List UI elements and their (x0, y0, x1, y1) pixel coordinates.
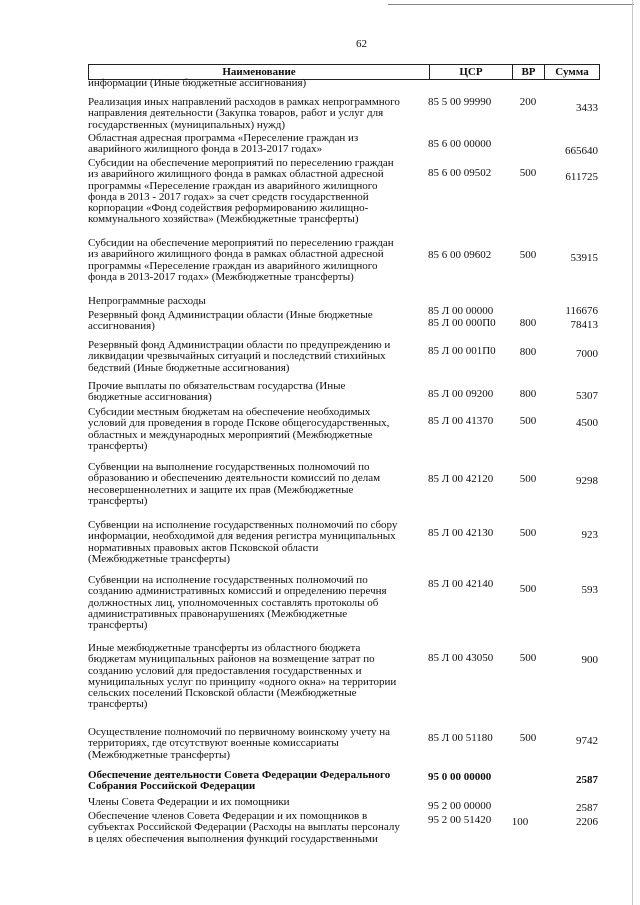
row-name: Субвенции на исполнение государственных полномочий по созданию административных комиссий и определению перечня должностных лиц, уполномоченных составлять протоколы об административных правонарушениях (Межбюджетные трансферты) (88, 574, 387, 632)
row-sum: 116676 (565, 305, 598, 317)
row-name: Областная адресная программа «Переселение граждан из аварийного жилищного фонда в 2013-2017 годах» (88, 132, 359, 156)
row-name: информации (Иные бюджетные ассигнования) (88, 77, 307, 89)
page-number: 62 (356, 38, 367, 50)
row-vr: 800 (519, 388, 537, 400)
row-csr: 95 2 00 51420 (428, 814, 492, 826)
row-csr: 85 Л 00 42140 (428, 578, 494, 590)
row-csr: 85 Л 00 42130 (428, 527, 494, 539)
row-sum: 5307 (576, 390, 598, 402)
row-name: Осуществление полномочий по первичному воинскому учету на территориях, где отсутствуют военные комиссариаты (Межбюджетные трансферты) (88, 726, 391, 761)
row-name: Прочие выплаты по обязательствам государства (Иные бюджетные ассигнования) (88, 380, 346, 404)
row-vr: 500 (519, 652, 537, 664)
row-sum: 665640 (565, 145, 598, 157)
row-vr: 500 (519, 415, 537, 427)
row-vr: 800 (519, 317, 537, 329)
row-name: Непрограммные расходы (88, 295, 206, 307)
row-sum: 611725 (565, 171, 598, 183)
row-vr: 100 (511, 816, 529, 828)
row-sum: 9298 (576, 475, 598, 487)
header-sum: Сумма (544, 64, 600, 80)
row-sum: 53915 (570, 252, 598, 264)
row-csr: 85 Л 00 001П0 (428, 345, 496, 357)
top-edge-line (388, 4, 634, 5)
row-name: Члены Совета Федерации и их помощники (88, 796, 290, 808)
row-vr: 500 (519, 473, 537, 485)
header-name: Наименование (88, 64, 430, 80)
row-csr: 95 0 00 00000 (428, 771, 492, 783)
row-csr: 85 Л 00 43050 (428, 652, 494, 664)
row-csr: 95 2 00 00000 (428, 800, 492, 812)
row-csr: 85 6 00 09502 (428, 167, 492, 179)
row-csr: 85 Л 00 000П0 (428, 317, 496, 329)
row-sum: 78413 (570, 319, 598, 331)
row-sum: 2587 (576, 802, 598, 814)
row-name: Субсидии местным бюджетам на обеспечение необходимых условий для проведения в городе Пскове общегосударственных, областных и международных мероприятий (Межбюджетные трансферты) (88, 406, 390, 452)
row-name: Реализация иных направлений расходов в рамках непрограммного направления деятельности (Закупка товаров, работ и услуг для государственных (муниципальных) нужд) (88, 96, 400, 131)
row-sum: 900 (581, 654, 598, 666)
row-csr: 85 6 00 00000 (428, 138, 492, 150)
row-csr: 85 Л 00 42120 (428, 473, 494, 485)
row-vr: 800 (519, 346, 537, 358)
row-sum: 2587 (576, 774, 598, 786)
row-name: Резервный фонд Администрации области (Иные бюджетные ассигнования) (88, 309, 373, 333)
row-sum: 4500 (576, 417, 598, 429)
row-name: Субвенции на исполнение государственных полномочий по сбору информации, необходимой для ведения регистра муниципальных нормативных правовых актов Псковской области (Межбюджетные трансферты) (88, 519, 398, 565)
row-sum: 3433 (576, 102, 598, 114)
row-vr: 200 (519, 96, 537, 108)
row-vr: 500 (519, 583, 537, 595)
row-csr: 85 Л 00 00000 (428, 305, 494, 317)
row-vr: 500 (519, 732, 537, 744)
row-vr: 500 (519, 527, 537, 539)
row-name: Резервный фонд Администрации области по предупреждению и ликвидации чрезвычайных ситуаций и последствий стихийных бедствий (Иные бюджетные ассигнования) (88, 339, 391, 374)
row-vr: 500 (519, 167, 537, 179)
header-vr: ВР (512, 64, 545, 80)
row-csr: 85 5 00 99990 (428, 96, 492, 108)
header-csr: ЦСР (429, 64, 513, 80)
row-sum: 9742 (576, 735, 598, 747)
row-csr: 85 Л 00 51180 (428, 732, 493, 744)
row-csr: 85 Л 00 41370 (428, 415, 494, 427)
row-name: Обеспечение членов Совета Федерации и их помощников в субъектах Российской Федерации (Расходы на выплаты персоналу в целях обеспечения выполнения функций государственными (88, 810, 400, 845)
row-csr: 85 6 00 09602 (428, 249, 492, 261)
row-name: Субвенции на выполнение государственных полномочий по образованию и обеспечению деятельности комиссий по делам несовершеннолетних и защите их прав (Межбюджетные трансферты) (88, 461, 381, 507)
row-name: Субсидии на обеспечение мероприятий по переселению граждан из аварийного жилищного фонда в рамках областной адресной программы «Переселение граждан из аварийного жилищного фонда в 2013-2017 годах» (Межбюджетные трансферты) (88, 237, 394, 283)
right-edge-line (632, 0, 633, 905)
row-sum: 2206 (576, 816, 598, 828)
row-name: Субсидии на обеспечение мероприятий по переселению граждан из аварийного жилищного фонда в рамках областной адресной программы «Переселение граждан из аварийного жилищного фонда в 2013 - 2017 годах» за счет средств государственной корпорации «Фонд содействия реформированию жилищно- коммунального хозяйства» (Межбюджетные трансферты) (88, 157, 394, 226)
row-sum: 7000 (576, 348, 598, 360)
row-sum: 593 (581, 584, 598, 596)
row-vr: 500 (519, 249, 537, 261)
row-sum: 923 (581, 529, 598, 541)
row-name: Иные межбюджетные трансферты из областного бюджета бюджетам муниципальных районов на возмещение затрат по созданию условий для предоставления государственных и муниципальных услуг по принципу «одного окна» на территории сельских поселений Псковской области (Межбюджетные трансферты) (88, 642, 397, 711)
row-csr: 85 Л 00 09200 (428, 388, 494, 400)
row-name: Обеспечение деятельности Совета Федерации Федерального Собрания Российской Федерации (88, 769, 391, 793)
